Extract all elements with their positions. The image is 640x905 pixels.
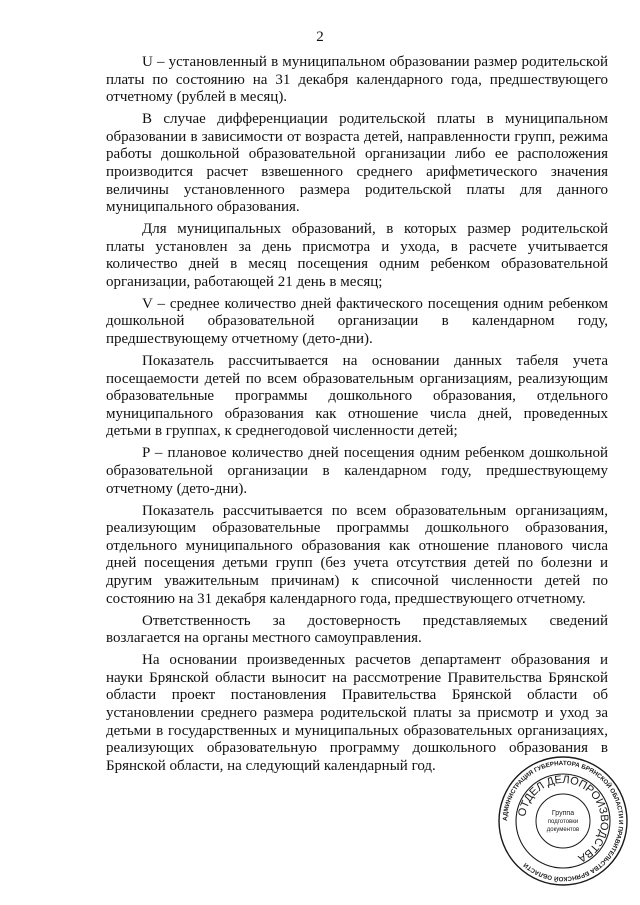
page-number: 2	[316, 29, 324, 45]
paragraph: U – установленный в муниципальном образовании размер родительской платы по состоянию на 31 декабря календарного года, предшествующего отчетному (рублей в месяц).	[106, 54, 608, 106]
paragraph: Показатель рассчитывается на основании данных табеля учета посещаемости детей по всем образовательным организациям, реализующим образовательные программы дошкольного образования, отдельного муниципального образования как отношение числа дней, проведенных детьми в группах, к среднегодовой численности детей;	[106, 353, 608, 440]
paragraph: P – плановое количество дней посещения одним ребенком дошкольной образовательной организации в календарном году, предшествующему отчетному (дето-дни).	[106, 445, 608, 497]
office-stamp	[496, 754, 630, 888]
paragraph: На основании произведенных расчетов департамент образования и науки Брянской области выносит на рассмотрение Правительства Брянской области проект постановления Правительства Брянской области об установлении среднего размера родительской платы за присмотр и уход за детьми в государственных и муниципальных образовательных организациях, реализующих образовательную программу дошкольного образования в Брянской области, на следующий календарный год.	[106, 652, 608, 774]
stamp-center-line: документов	[546, 827, 580, 833]
paragraph: Ответственность за достоверность представляемых сведений возлагается на органы местного самоуправления.	[106, 612, 608, 647]
stamp-center-line: Группа	[551, 810, 575, 817]
paragraph: V – среднее количество дней фактического посещения одним ребенком дошкольной образовательной организации в календарном году, предшествующему отчетному (дето-дни).	[106, 295, 608, 348]
stamp-ring-text: ОТДЕЛ ДЕЛОПРОИЗВОДСТВА	[516, 773, 611, 865]
paragraph: Показатель рассчитывается по всем образовательным организациям, реализующим образовательные программы дошкольного образования, отдельного муниципального образования как отношение планового числа дней посещения детьми групп (без учета отсутствия детей по болезни и другим уважительным причинам) к списочной численности детей по состоянию на 31 декабря календарного года, предшествующего отчетному.	[106, 502, 608, 607]
stamp-center-line: подготовки	[547, 819, 579, 825]
paragraph: В случае дифференциации родительской платы в муниципальном образовании в зависимости от возраста детей, направленности групп, режима работы дошкольной образовательной организации либо ее расположения производится расчет взвешенного среднего арифметического значения величины установленного размера родительской платы для данного муниципального образования.	[106, 111, 608, 216]
stamp-outer-text: АДМИНИСТРАЦИЯ ГУБЕРНАТОРА БРЯНСКОЙ ОБЛАСТИ И ПРАВИТЕЛЬСТВА БРЯНСКОЙ ОБЛАСТИ	[501, 759, 625, 883]
document-body	[106, 54, 608, 780]
paragraph: Для муниципальных образований, в которых размер родительской платы установлен за день присмотра и ухода, в расчете учитывается количество дней в месяц посещения одним ребенком образовательной организации, работающей 21 день в месяц;	[106, 221, 608, 290]
